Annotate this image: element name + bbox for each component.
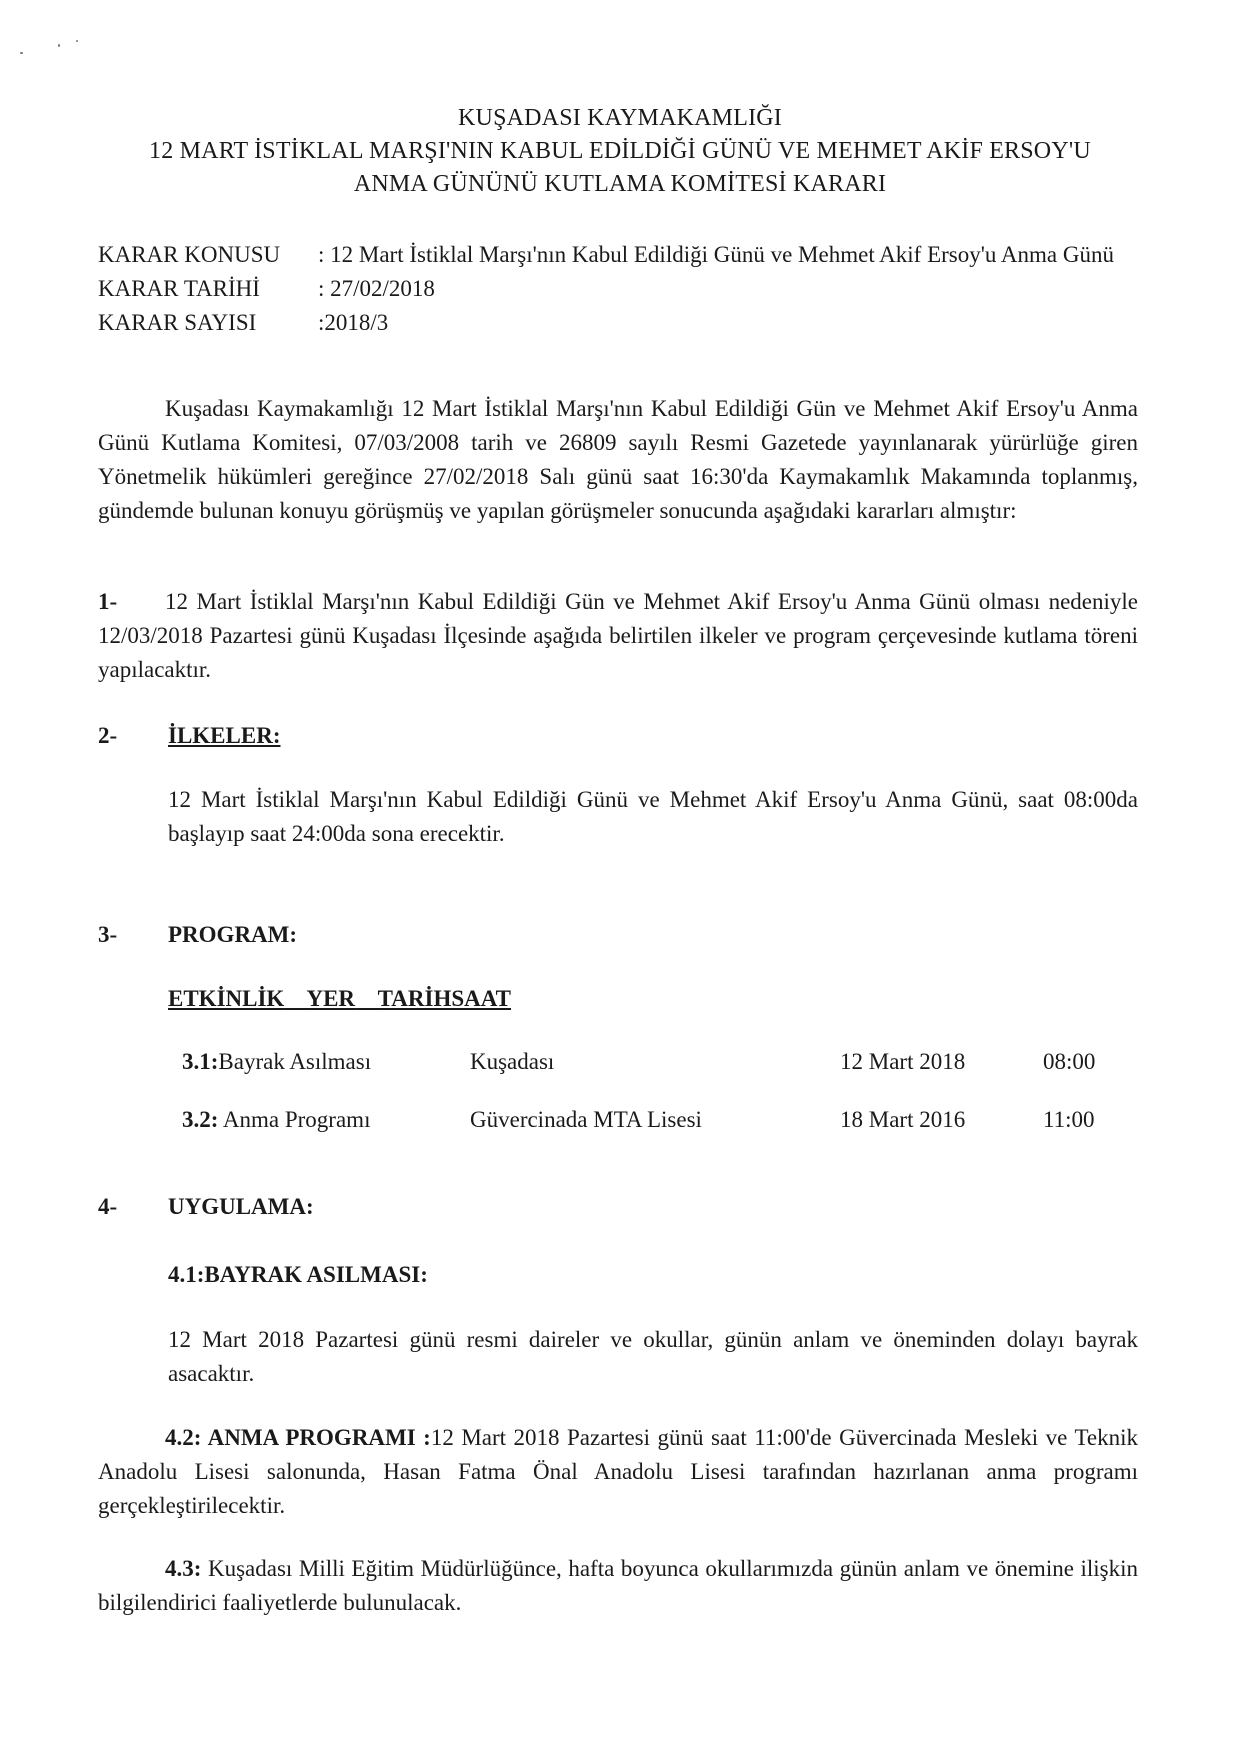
sub-4-3-label: 4.3: bbox=[165, 1556, 202, 1581]
date-row bbox=[98, 272, 1138, 306]
item-2-text: 12 Mart İstiklal Marşı'nın Kabul Edildiği Günü ve Mehmet Akif Ersoy'u Anma Günü, saat 08:00da başlayıp saat 24:00da sona erecektir. bbox=[168, 787, 1138, 846]
sub-4-2-text: 12 Mart 2018 Pazartesi günü saat 11:00'de Güvercinada Mesleki ve Teknik Anadolu Lisesi salonunda, Hasan Fatma Önal Anadolu Lisesi tarafından hazırlanan anma programı gerçekleştirilecektir. bbox=[98, 1425, 1138, 1518]
scan-speck bbox=[20, 52, 23, 54]
row-place: Güvercinada MTA Lisesi bbox=[470, 1107, 702, 1132]
row-date: 12 Mart 2018 bbox=[840, 1049, 966, 1074]
row-code: 3.2: Anma Programı bbox=[182, 1107, 371, 1132]
item-3-heading: PROGRAM: bbox=[168, 922, 298, 947]
scan-speck bbox=[58, 44, 60, 47]
date-value: : 27/02/2018 bbox=[318, 276, 435, 301]
schedule-header bbox=[168, 982, 511, 1016]
date-label: KARAR TARİHİ bbox=[98, 276, 260, 301]
row-activity: Bayrak Asılması bbox=[218, 1049, 372, 1074]
sub-4-2-paragraph bbox=[98, 1421, 1138, 1523]
row-activity: Anma Programı bbox=[218, 1107, 371, 1132]
row-time: 11:00 bbox=[1043, 1107, 1095, 1132]
sub-4-3-text: Kuşadası Milli Eğitim Müdürlüğünce, hafta boyunca okullarımızda günün anlam ve önemine ilişkin bilgilendirici faaliyetlerde bulunulacak. bbox=[98, 1556, 1138, 1615]
item-1-number: 1- bbox=[98, 589, 118, 614]
sub-4-3-paragraph bbox=[98, 1552, 1138, 1620]
sub-4-1-text: 12 Mart 2018 Pazartesi günü resmi daireler ve okullar, günün anlam ve öneminden dolayı bayrak asacaktır. bbox=[168, 1327, 1138, 1386]
item-1-text: 12 Mart İstiklal Marşı'nın Kabul Edildiği Gün ve Mehmet Akif Ersoy'u Anma Günü olması nedeniyle 12/03/2018 Pazartesi günü Kuşadası İlçesinde aşağıda belirtilen ilkeler ve program çerçevesinde kutlama töreni yapılacaktır. bbox=[98, 589, 1138, 682]
title-line-3: ANMA GÜNÜNÜ KUTLAMA KOMİTESİ KARARI bbox=[353, 171, 887, 197]
column-place: YER bbox=[306, 986, 356, 1011]
intro-paragraph: Kuşadası Kaymakamlığı 12 Mart İstiklal Marşı'nın Kabul Edildiği Gün ve Mehmet Akif Ersoy'u Anma Günü Kutlama Komitesi, 07/03/2008 tarih ve 26809 sayılı Resmi Gazetede yayınlanarak yürürlüğe giren Yönetmelik hükümleri gereğince 27/02/2018 Salı günü saat 16:30'da Kaymakamlık Makamında toplanmış, gündemde bulunan konuyu görüşmüş ve yapılan görüşmeler sonucunda aşağıdaki kararları almıştır: bbox=[98, 396, 1138, 523]
subject-label: KARAR KONUSU bbox=[98, 242, 281, 267]
item-3-number: 3- bbox=[98, 922, 118, 947]
scan-speck bbox=[76, 40, 78, 42]
schedule-row bbox=[0, 1045, 1240, 1079]
item-4-heading: UYGULAMA: bbox=[168, 1194, 314, 1219]
row-time: 08:00 bbox=[1043, 1049, 1096, 1074]
item-2-heading: İLKELER: bbox=[168, 723, 281, 748]
number-row bbox=[98, 306, 1138, 340]
number-label: KARAR SAYISI bbox=[98, 310, 257, 335]
item-2-number: 2- bbox=[98, 723, 118, 748]
column-activity: ETKİNLİK bbox=[168, 986, 285, 1011]
number-value: :2018/3 bbox=[318, 310, 389, 335]
row-date: 18 Mart 2016 bbox=[840, 1107, 966, 1132]
decision-meta bbox=[98, 238, 1138, 340]
row-place: Kuşadası bbox=[470, 1049, 555, 1074]
sub-4-1-heading: 4.1:BAYRAK ASILMASI: bbox=[168, 1262, 428, 1287]
title-line-1: KUŞADASI KAYMAKAMLIĞI bbox=[458, 105, 782, 131]
subject-row bbox=[98, 238, 1138, 272]
item-4-number: 4- bbox=[98, 1194, 118, 1219]
subject-value: : 12 Mart İstiklal Marşı'nın Kabul Edildiği Günü ve Mehmet Akif Ersoy'u Anma Günü bbox=[318, 242, 1114, 267]
title-line-2: 12 MART İSTİKLAL MARŞI'NIN KABUL EDİLDİĞİ GÜNÜ VE MEHMET AKİF ERSOY'U bbox=[149, 138, 1091, 164]
sub-4-2-label: 4.2: ANMA PROGRAMI : bbox=[165, 1425, 431, 1450]
row-code: 3.1:Bayrak Asılması bbox=[182, 1049, 372, 1074]
schedule-row bbox=[0, 1103, 1240, 1137]
column-datetime: TARİHSAAT bbox=[377, 986, 511, 1011]
document-title bbox=[0, 102, 1240, 201]
